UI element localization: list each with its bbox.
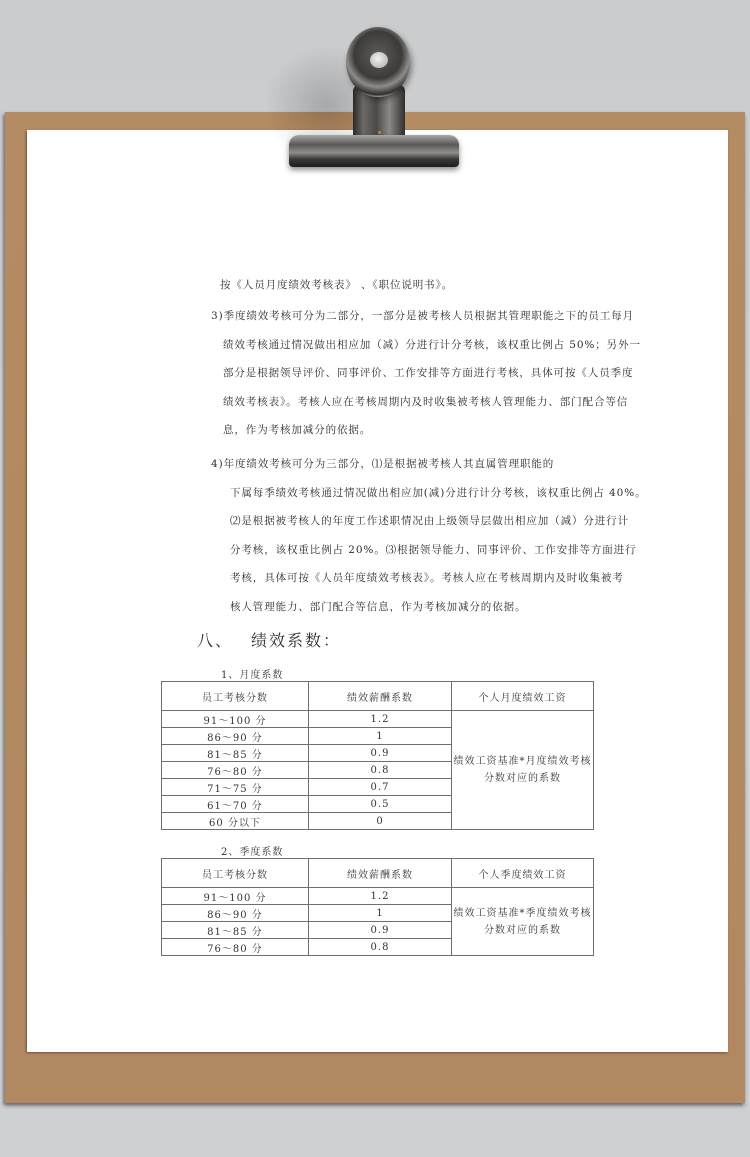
- score-cell: 86～90 分: [162, 905, 309, 922]
- text-line: 分考核，该权重比例占 20%。⑶根据领导能力、同事评价、工作安排等方面进行: [230, 543, 637, 556]
- text-line: ⑵是根据被考核人的年度工作述职情况由上级领导层做出相应加（减）分进行计: [230, 515, 629, 527]
- text-line: 部分是根据领导评价、同事评价、工作安排等方面进行考核，具体可按《人员季度: [223, 367, 634, 379]
- score-cell: 81～85 分: [162, 922, 309, 939]
- item-4-paragraph: [211, 450, 646, 621]
- coef-cell: 1.2: [309, 888, 452, 905]
- header-coefficient: 绩效薪酬系数: [309, 682, 452, 711]
- text-line: 3)季度绩效考核可分为二部分，一部分是被考核人员根据其管理职能之下的员工每月: [211, 310, 634, 322]
- text-line: 绩效考核通过情况做出相应加（减）分进行计分考核，该权重比例占 50%；另外一: [223, 338, 641, 351]
- formula-cell: 绩效工资基准*月度绩效考核分数对应的系数: [452, 711, 594, 830]
- text-line: 考核，具体可按《人员年度绩效考核表》。考核人应在考核周期内及时收集被考: [230, 572, 624, 584]
- score-cell: 91～100 分: [162, 888, 309, 905]
- header-score: 员工考核分数: [162, 859, 309, 888]
- coef-cell: 0.9: [309, 922, 452, 939]
- score-cell: 61～70 分: [162, 796, 309, 813]
- header-coefficient: 绩效薪酬系数: [309, 859, 452, 888]
- section-title: 绩效系数：: [251, 631, 342, 650]
- header-score: 员工考核分数: [162, 682, 309, 711]
- score-cell: 60 分以下: [162, 813, 309, 830]
- table-header-row: [162, 859, 594, 888]
- score-cell: 91～100 分: [162, 711, 309, 728]
- header-salary: 个人季度绩效工资: [452, 859, 594, 888]
- intro-line: [220, 271, 453, 300]
- score-cell: 86～90 分: [162, 728, 309, 745]
- text-line: 核人管理能力、部门配合等信息，作为考核加减分的依据。: [230, 600, 527, 613]
- table-header-row: [162, 682, 594, 711]
- quarterly-coefficient-table: [161, 858, 594, 956]
- text-line: 按《人员月度绩效考核表》 、《职位说明书》。: [220, 279, 454, 291]
- coef-cell: 0.8: [309, 939, 452, 956]
- coef-cell: 0.5: [309, 796, 452, 813]
- monthly-coefficient-table: [161, 681, 594, 830]
- table-row: [162, 888, 594, 905]
- quarterly-subtitle: 2、季度系数: [221, 847, 284, 858]
- item-3-paragraph: [211, 302, 641, 445]
- coef-cell: 0.8: [309, 762, 452, 779]
- text-line: 4)年度绩效考核可分为三部分，⑴是根据被考核人其直属管理职能的: [211, 458, 555, 470]
- text-line: 下属每季绩效考核通过情况做出相应加(减)分进行计分考核，该权重比例占 40%。: [230, 486, 647, 499]
- binder-clip-icon: [283, 25, 463, 170]
- score-cell: 81～85 分: [162, 745, 309, 762]
- monthly-subtitle: 1、月度系数: [221, 670, 284, 681]
- coef-cell: 0.7: [309, 779, 452, 796]
- score-cell: 71～75 分: [162, 779, 309, 796]
- score-cell: 76～80 分: [162, 762, 309, 779]
- score-cell: 76～80 分: [162, 939, 309, 956]
- table-row: [162, 711, 594, 728]
- coef-cell: 1: [309, 728, 452, 745]
- coef-cell: 1.2: [309, 711, 452, 728]
- coef-cell: 1: [309, 905, 452, 922]
- coef-cell: 0.9: [309, 745, 452, 762]
- text-line: 息，作为考核加减分的依据。: [223, 424, 372, 436]
- header-salary: 个人月度绩效工资: [452, 682, 594, 711]
- text-line: 绩效考核表》。考核人应在考核周期内及时收集被考核人管理能力、部门配合等信: [223, 395, 629, 408]
- formula-cell: 绩效工资基准*季度绩效考核分数对应的系数: [452, 888, 594, 956]
- section-number: 八、: [197, 631, 234, 650]
- coef-cell: 0: [309, 813, 452, 830]
- section-8-heading: [197, 628, 341, 651]
